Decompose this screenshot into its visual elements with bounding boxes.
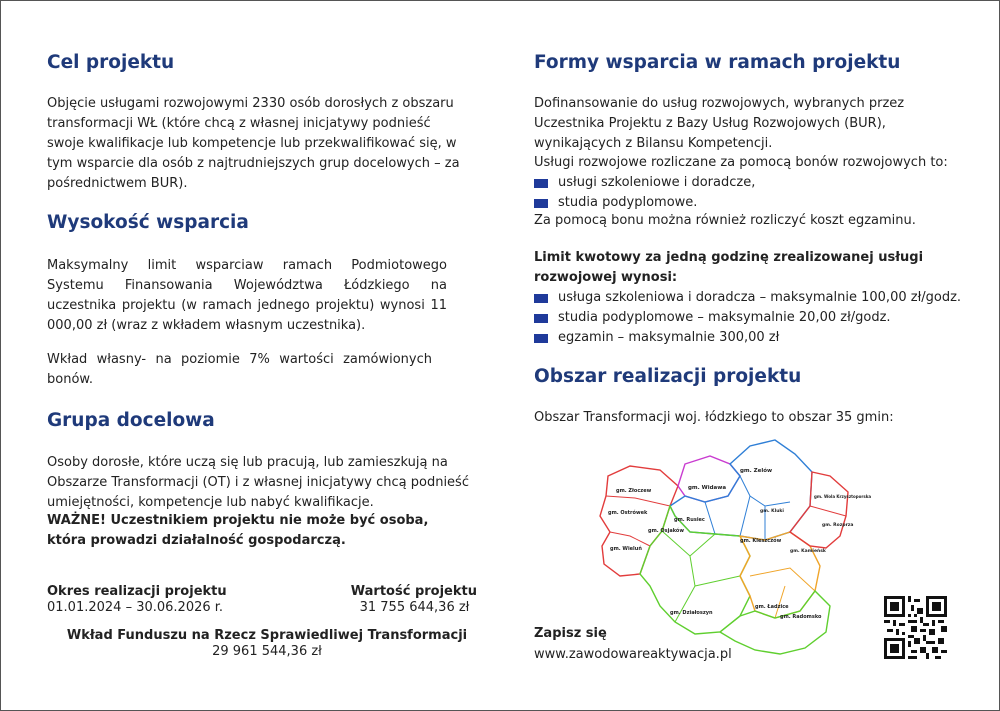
map-label: gm. Widawa xyxy=(688,485,727,491)
region-east xyxy=(790,472,848,548)
grupa-text: Osoby dorosłe, które uczą się lub pracują, lub zamieszkują na Obszarze Transformacji (OT) i z własnej inicjatywy chcą podnieść umiejętności, kompetencje lub nabyć kwalifikacje. xyxy=(47,455,469,510)
formy-intro: Dofinansowanie do usług rozwojowych, wybranych przez Uczestnika Projektu z Bazy Usług Rozwojowych (BUR), wynikających z Bilansu Kompetencji. xyxy=(534,96,905,151)
formy-lead: Usługi rozwojowe rozliczane za pomocą bonów rozwojowych to: xyxy=(534,155,948,170)
wysokosc-text1: Maksymalny limit wsparciaw ramach Podmiotowego Systemu Finansowania Województwa Łódzkiego na uczestnika projektu (w ramach jednego projektu) wynosi 11 000,00 zł (wraz z wkładem własnym uczestnika). xyxy=(47,258,447,333)
grupa-warning: WAŻNE! Uczestnikiem projektu nie może być osoba, która prowadzi działalność gospodarczą. xyxy=(47,513,429,548)
map-label: gm. Ostrówek xyxy=(608,510,648,516)
list-item: studia podyplomowe. xyxy=(534,193,755,213)
map-label: gm. Kamieńsk xyxy=(790,549,826,554)
grupa-title: Grupa docelowa xyxy=(47,410,215,431)
list-item: studia podyplomowe – maksymalnie 20,00 zł/godz. xyxy=(534,308,961,328)
map-label: gm. Zelów xyxy=(740,468,773,474)
map-label: gm. Osjaków xyxy=(648,528,684,534)
region-west xyxy=(600,466,678,576)
map-label: gm. Kleszczów xyxy=(740,538,782,544)
wklad-label: Wkład Funduszu na Rzecz Sprawiedliwej Transformacji xyxy=(66,628,468,643)
formy-list xyxy=(534,173,755,213)
okres-block xyxy=(47,584,247,616)
map-label: gm. Wola Krzysztoporska xyxy=(814,494,872,499)
wklad-block xyxy=(57,628,477,660)
region-map xyxy=(590,436,872,658)
zapisz-label: Zapisz się xyxy=(534,626,607,641)
wartosc-block xyxy=(337,584,477,616)
map-label: gm. Rozprza xyxy=(822,523,854,528)
list-item: egzamin – maksymalnie 300,00 zł xyxy=(534,328,961,348)
region-west-border xyxy=(610,532,650,546)
list-item: usługa szkoleniowa i doradcza – maksymalnie 100,00 zł/godz. xyxy=(534,288,961,308)
region-east-border xyxy=(810,506,846,516)
wysokosc-text2: Wkład własny- na poziomie 7% wartości zamówionych bonów. xyxy=(47,352,432,387)
list-item: usługi szkoleniowe i doradcze, xyxy=(534,173,755,193)
region-green-border xyxy=(662,531,740,622)
bullet-icon xyxy=(534,179,548,188)
map-label: gm. Kluki xyxy=(760,509,784,514)
cel-title: Cel projektu xyxy=(47,52,175,73)
map-label: gm. Rusiec xyxy=(674,517,705,523)
map-label: gm. Ładzice xyxy=(755,604,789,610)
map-label: gm. Wieluń xyxy=(610,546,642,552)
obszar-text: Obszar Transformacji woj. łódzkiego to obszar 35 gmin: xyxy=(534,410,894,425)
wartosc-label: Wartość projektu xyxy=(350,584,477,599)
region-orange-border xyxy=(750,568,815,618)
okres-label: Okres realizacji projektu xyxy=(47,584,227,599)
bullet-icon xyxy=(534,294,548,303)
formy-title: Formy wsparcia w ramach projektu xyxy=(534,52,901,73)
zapisz-url[interactable]: www.zawodowareaktywacja.pl xyxy=(534,647,732,662)
formy-after: Za pomocą bonu można również rozliczyć koszt egzaminu. xyxy=(534,213,916,228)
limit-title: Limit kwotowy za jedną godzinę zrealizowanej usługi rozwojowej wynosi: xyxy=(534,250,924,285)
wartosc-value: 31 755 644,36 zł xyxy=(359,600,470,615)
obszar-title: Obszar realizacji projektu xyxy=(534,366,802,387)
okres-value: 01.01.2024 – 30.06.2026 r. xyxy=(47,600,224,615)
qr-code-icon[interactable] xyxy=(884,596,947,659)
region-west-border xyxy=(606,496,670,506)
map-label: gm. Radomsko xyxy=(780,614,822,620)
map-label: gm. Działoszyn xyxy=(670,610,713,616)
cel-text: Objęcie usługami rozwojowymi 2330 osób dorosłych z obszaru transformacji WŁ (które chcą z własnej inicjatywy podnieść swoje kwalifikacje lub kompetencje lub przekwalifikować się, w tym wsparcie dla osób z najtrudniejszych grup docelowych – za pośrednictwem BUR). xyxy=(47,96,460,191)
bullet-icon xyxy=(534,314,548,323)
limit-list xyxy=(534,288,961,348)
map-label: gm. Złoczew xyxy=(616,488,652,494)
wysokosc-title: Wysokość wsparcia xyxy=(47,212,249,233)
wklad-value: 29 961 544,36 zł xyxy=(212,644,322,659)
region-green-se xyxy=(720,591,830,654)
bullet-icon xyxy=(534,199,548,208)
bullet-icon xyxy=(534,334,548,343)
